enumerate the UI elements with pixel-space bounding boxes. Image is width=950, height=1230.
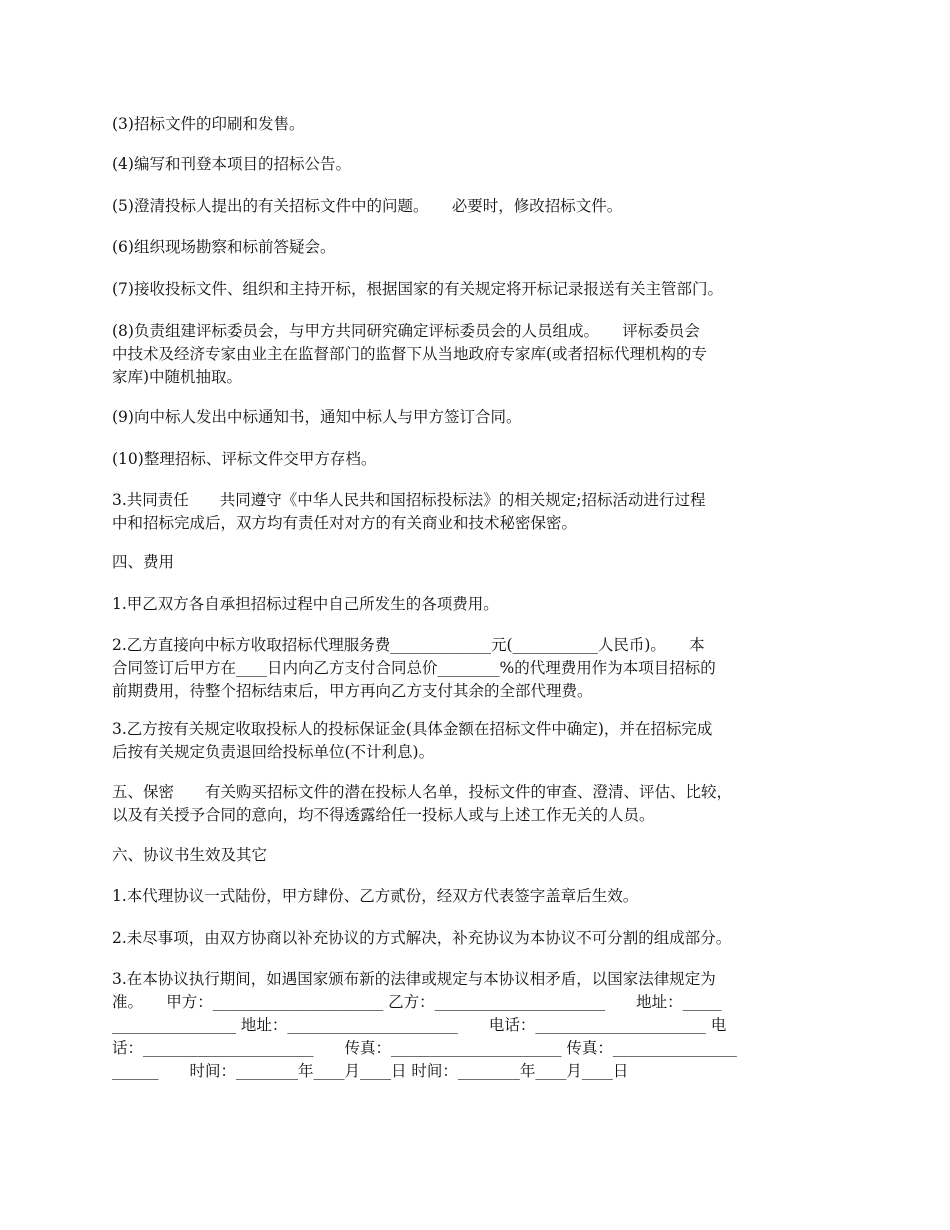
section-heading-effectiveness	[112, 844, 852, 867]
text-line: (4)编写和刊登本项目的招标公告。	[112, 155, 351, 173]
paragraph-fee-2	[112, 634, 852, 703]
text-line: 准。 甲方：______________________ 乙方：______________________ 地址：_____	[112, 993, 722, 1011]
text-line: ________________ 地址：______________________ 电话：______________________ 电	[112, 1016, 727, 1034]
text-line: 五、保密 有关购买招标文件的潜在投标人名单，投标文件的审查、澄清、评估、比较，	[112, 783, 733, 801]
paragraph-item3	[112, 113, 852, 136]
text-line: 后按有关规定负责退回给投标单位(不计利息)。	[112, 743, 435, 761]
paragraph-item8	[112, 320, 852, 389]
text-line: 1.甲乙双方各自承担招标过程中自己所发生的各项费用。	[112, 595, 499, 613]
text-line: 2.未尽事项，由双方协商以补充协议的方式解决，补充协议为本协议不可分割的组成部分。	[112, 929, 732, 947]
text-line: 中技术及经济专家由业主在监督部门的监督下从当地政府专家库(或者招标代理机构的专	[112, 345, 708, 363]
paragraph-item6	[112, 236, 852, 259]
text-line: 前期费用，待整个招标结束后，甲方再向乙方支付其余的全部代理费。	[112, 682, 593, 700]
text-line: 家库)中随机抽取。	[112, 368, 243, 386]
paragraph-item5	[112, 195, 852, 218]
text-line: (9)向中标人发出中标通知书，通知中标人与甲方签订合同。	[112, 408, 522, 426]
paragraph-fee-1	[112, 593, 852, 616]
text-line: 3.乙方按有关规定收取投标人的投标保证金(具体金额在招标文件中确定)，并在招标完成	[112, 720, 713, 738]
paragraph-misc-2	[112, 927, 852, 950]
paragraph-item4	[112, 153, 852, 176]
text-line: 3.在本协议执行期间，如遇国家颁布新的法律或规定与本协议相矛盾，以国家法律规定为	[112, 970, 716, 988]
text-line: 话：______________________ 传真：______________________ 传真：________________	[112, 1039, 737, 1057]
text-line: (10)整理招标、评标文件交甲方存档。	[112, 450, 377, 468]
text-line: ______ 时间：________年____月____日 时间：________年____月____日	[112, 1062, 629, 1080]
text-line: (6)组织现场勘察和标前答疑会。	[112, 238, 336, 256]
paragraph-fee-3	[112, 718, 852, 764]
text-line: 中和招标完成后，双方均有责任对对方的有关商业和技术秘密保密。	[112, 514, 578, 532]
text-line: 2.乙方直接向中标方收取招标代理服务费_____________元(___________人民币)。 本	[112, 636, 705, 654]
paragraph-item7	[112, 278, 852, 301]
text-line: (8)负责组建评标委员会，与甲方共同研究确定评标委员会的人员组成。 评标委员会	[112, 322, 700, 340]
text-line: 四、费用	[112, 553, 175, 571]
text-line: (5)澄清投标人提出的有关招标文件中的问题。 必要时，修改招标文件。	[112, 197, 623, 215]
section-heading-confidentiality	[112, 781, 852, 827]
paragraph-misc-3-signature-block	[112, 968, 852, 1083]
text-line: 3.共同责任 共同遵守《中华人民共和国招标投标法》的相关规定;招标活动进行过程	[112, 491, 706, 509]
text-line: 1.本代理协议一式陆份，甲方肆份、乙方贰份，经双方代表签字盖章后生效。	[112, 887, 639, 905]
paragraph-item9	[112, 406, 852, 429]
section-heading-fees	[112, 551, 852, 574]
paragraph-joint-responsibility	[112, 489, 852, 535]
text-line: (7)接收投标文件、组织和主持开标，根据国家的有关规定将开标记录报送有关主管部门。	[112, 280, 723, 298]
text-line: 六、协议书生效及其它	[112, 846, 268, 864]
text-line: (3)招标文件的印刷和发售。	[112, 115, 305, 133]
text-line: 合同签订后甲方在____日内向乙方支付合同总价________%的代理费用作为本项目招标的	[112, 659, 716, 677]
paragraph-item10	[112, 448, 852, 471]
text-line: 以及有关授予合同的意向，均不得透露给任一投标人或与上述工作无关的人员。	[112, 806, 655, 824]
paragraph-misc-1	[112, 885, 852, 908]
